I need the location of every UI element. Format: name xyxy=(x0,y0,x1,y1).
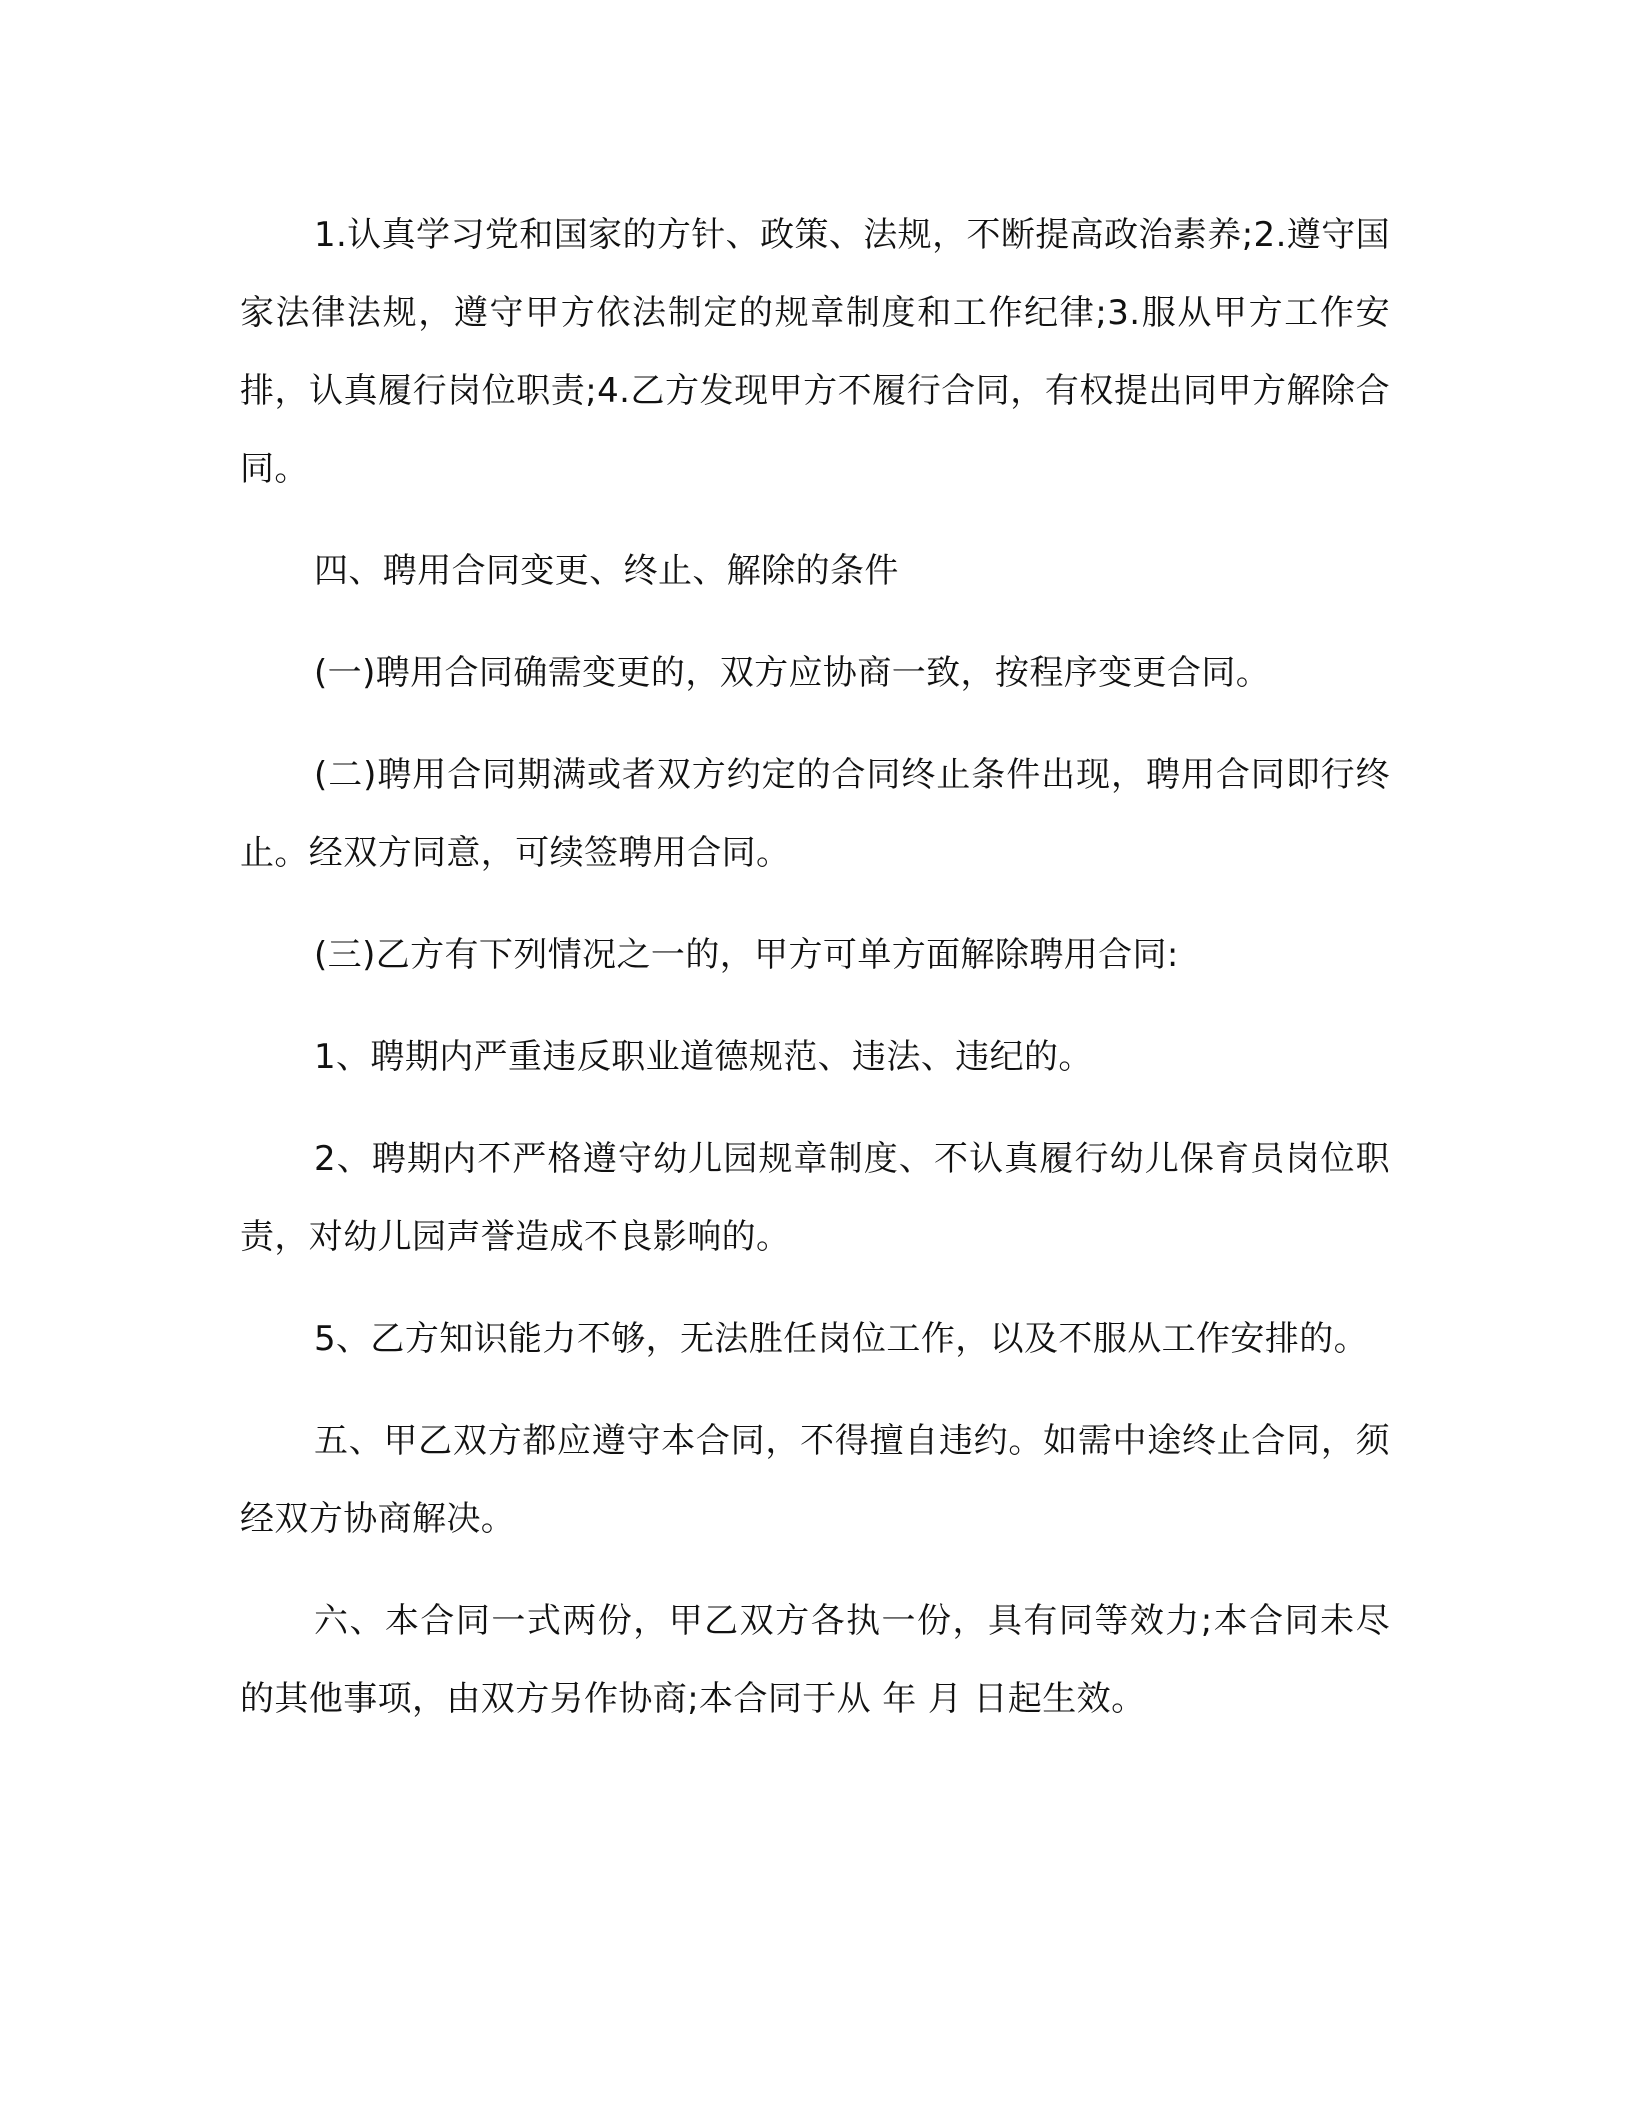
document-body xyxy=(240,196,1390,1762)
section-five: 五、甲乙双方都应遵守本合同，不得擅自违约。如需中途终止合同，须经双方协商解决。 xyxy=(240,1421,1390,1539)
list-item-5: 5、乙方知识能力不够，无法胜任岗位工作，以及不服从工作安排的。 xyxy=(314,1319,1369,1359)
section-heading-four: 四、聘用合同变更、终止、解除的条件 xyxy=(314,551,899,591)
paragraph-duties: 1.认真学习党和国家的方针、政策、法规，不断提高政治素养;2.遵守国家法律法规，遵守甲方依法制定的规章制度和工作纪律;3.服从甲方工作安排，认真履行岗位职责;4.乙方发现甲方不履行合同，有权提出同甲方解除合同。 xyxy=(240,215,1390,489)
paragraph-dismissal-conditions: (三)乙方有下列情况之一的，甲方可单方面解除聘用合同: xyxy=(314,935,1179,975)
paragraph-termination: (二)聘用合同期满或者双方约定的合同终止条件出现，聘用合同即行终止。经双方同意，可续签聘用合同。 xyxy=(240,755,1390,873)
list-item-2: 2、聘期内不严格遵守幼儿园规章制度、不认真履行幼儿保育员岗位职责，对幼儿园声誉造成不良影响的。 xyxy=(240,1139,1390,1257)
paragraph-change: (一)聘用合同确需变更的，双方应协商一致，按程序变更合同。 xyxy=(314,653,1271,693)
section-six: 六、本合同一式两份，甲乙双方各执一份，具有同等效力;本合同未尽的其他事项，由双方另作协商;本合同于从 年 月 日起生效。 xyxy=(240,1601,1390,1719)
list-item-1: 1、聘期内严重违反职业道德规范、违法、违纪的。 xyxy=(314,1037,1093,1077)
